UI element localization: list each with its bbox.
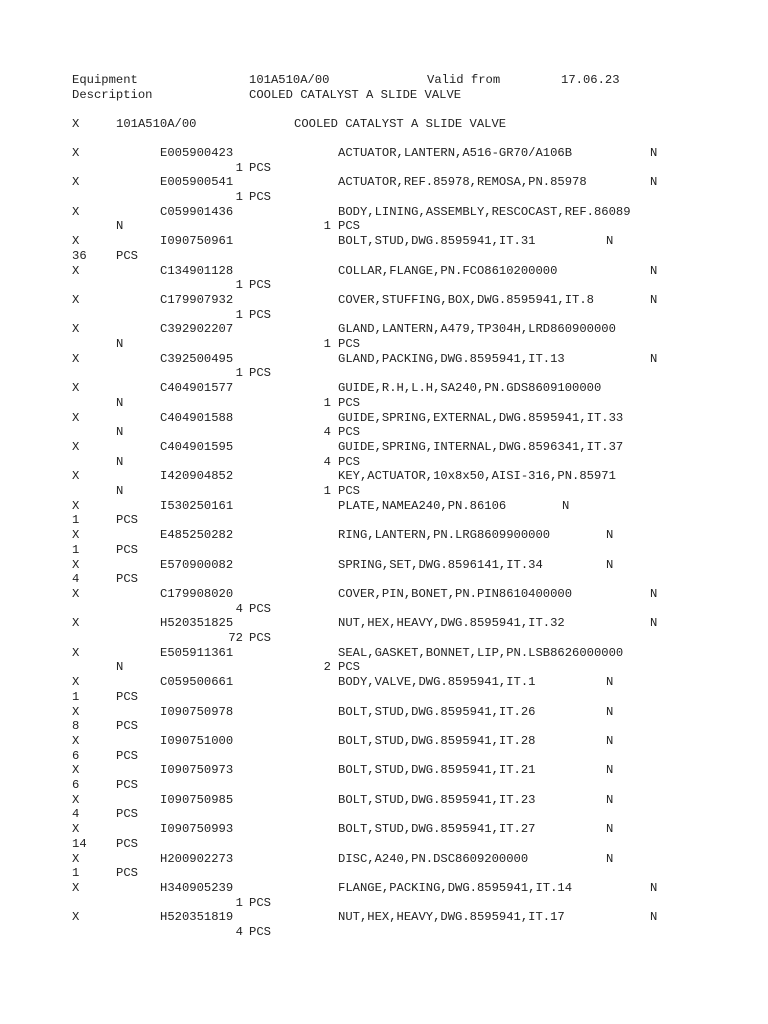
item-description: GLAND,LANTERN,A479,TP304H,LRD860900000 — [338, 322, 616, 336]
item-unit: PCS — [338, 660, 360, 674]
item-code: I090750993 — [160, 822, 234, 836]
item-n-flag: N — [116, 484, 124, 498]
item-n-flag: N — [606, 763, 614, 777]
item-unit: PCS — [249, 161, 271, 175]
item-qty: 14 — [72, 837, 87, 851]
item-unit: PCS — [116, 866, 138, 880]
item-code: E005900541 — [160, 175, 234, 189]
item-description: GLAND,PACKING,DWG.8595941,IT.13 — [338, 352, 565, 366]
item-description: DISC,A240,PN.DSC8609200000 — [338, 852, 529, 866]
item-description: SPRING,SET,DWG.8596141,IT.34 — [338, 558, 543, 572]
item-unit: PCS — [249, 366, 271, 380]
item-description: BOLT,STUD,DWG.8595941,IT.26 — [338, 705, 536, 719]
item-n-flag: N — [650, 293, 658, 307]
item-description: GUIDE,R.H,L.H,SA240,PN.GDS8609100000 — [338, 381, 602, 395]
valid-from-label: Valid from — [427, 73, 501, 87]
description-label: Description — [72, 88, 153, 102]
item-unit: PCS — [338, 484, 360, 498]
item-flag: X — [72, 587, 80, 601]
item-unit: PCS — [249, 896, 271, 910]
item-unit: PCS — [338, 337, 360, 351]
item-unit: PCS — [116, 690, 138, 704]
item-flag: X — [72, 852, 80, 866]
item-code: E005900423 — [160, 146, 234, 160]
item-unit: PCS — [338, 425, 360, 439]
equipment-value: 101A510A/00 — [249, 73, 330, 87]
item-unit: PCS — [249, 602, 271, 616]
item-n-flag: N — [116, 337, 124, 351]
item-code: I530250161 — [160, 499, 234, 513]
item-qty: 4 — [235, 925, 243, 939]
item-n-flag: N — [606, 793, 614, 807]
item-code: C134901128 — [160, 264, 234, 278]
item-description: KEY,ACTUATOR,10x8x50,AISI-316,PN.85971 — [338, 469, 616, 483]
item-unit: PCS — [116, 778, 138, 792]
item-description: BODY,VALVE,DWG.8595941,IT.1 — [338, 675, 536, 689]
item-code: I090750985 — [160, 793, 234, 807]
item-unit: PCS — [116, 719, 138, 733]
item-n-flag: N — [650, 264, 658, 278]
valid-from-value: 17.06.23 — [561, 73, 620, 87]
item-code: C392902207 — [160, 322, 234, 336]
item-description: COLLAR,FLANGE,PN.FCO8610200000 — [338, 264, 558, 278]
item-n-flag: N — [606, 675, 614, 689]
item-description: COVER,PIN,BONET,PN.PIN8610400000 — [338, 587, 573, 601]
item-unit: PCS — [338, 455, 360, 469]
item-flag: X — [72, 234, 80, 248]
item-qty: 8 — [72, 719, 80, 733]
item-description: ACTUATOR,REF.85978,REMOSA,PN.85978 — [338, 175, 587, 189]
item-qty: 1 — [235, 190, 243, 204]
item-n-flag: N — [606, 234, 614, 248]
item-qty: 4 — [72, 572, 80, 586]
item-code: C404901577 — [160, 381, 234, 395]
item-flag: X — [72, 264, 80, 278]
item-code: E485250282 — [160, 528, 234, 542]
item-n-flag: N — [116, 425, 124, 439]
item-code: H520351819 — [160, 910, 234, 924]
item-code: C059500661 — [160, 675, 234, 689]
top-item-flag: X — [72, 117, 80, 131]
item-qty: 72 — [228, 631, 243, 645]
item-n-flag: N — [650, 587, 658, 601]
item-description: BOLT,STUD,DWG.8595941,IT.31 — [338, 234, 536, 248]
item-qty: 1 — [235, 366, 243, 380]
item-code: E570900082 — [160, 558, 234, 572]
item-code: I420904852 — [160, 469, 234, 483]
item-n-flag: N — [606, 528, 614, 542]
item-qty: 6 — [72, 778, 80, 792]
item-description: PLATE,NAMEA240,PN.86106 — [338, 499, 507, 513]
item-qty: 2 — [323, 660, 331, 674]
item-unit: PCS — [116, 837, 138, 851]
item-n-flag: N — [650, 881, 658, 895]
top-item-code: 101A510A/00 — [116, 117, 197, 131]
item-flag: X — [72, 205, 80, 219]
item-qty: 4 — [323, 425, 331, 439]
item-unit: PCS — [249, 278, 271, 292]
item-unit: PCS — [116, 249, 138, 263]
item-flag: X — [72, 793, 80, 807]
item-code: H200902273 — [160, 852, 234, 866]
item-n-flag: N — [606, 734, 614, 748]
item-n-flag: N — [606, 558, 614, 572]
description-value: COOLED CATALYST A SLIDE VALVE — [249, 88, 462, 102]
item-description: FLANGE,PACKING,DWG.8595941,IT.14 — [338, 881, 573, 895]
item-code: C404901588 — [160, 411, 234, 425]
item-qty: 1 — [235, 308, 243, 322]
item-qty: 4 — [72, 807, 80, 821]
item-code: H520351825 — [160, 616, 234, 630]
item-unit: PCS — [249, 308, 271, 322]
item-flag: X — [72, 675, 80, 689]
item-unit: PCS — [116, 807, 138, 821]
item-flag: X — [72, 411, 80, 425]
item-flag: X — [72, 558, 80, 572]
item-qty: 1 — [235, 896, 243, 910]
item-description: NUT,HEX,HEAVY,DWG.8595941,IT.17 — [338, 910, 565, 924]
item-description: COVER,STUFFING,BOX,DWG.8595941,IT.8 — [338, 293, 594, 307]
item-flag: X — [72, 499, 80, 513]
item-code: C179907932 — [160, 293, 234, 307]
item-qty: 1 — [72, 866, 80, 880]
item-flag: X — [72, 175, 80, 189]
item-code: I090750978 — [160, 705, 234, 719]
item-description: BOLT,STUD,DWG.8595941,IT.28 — [338, 734, 536, 748]
item-unit: PCS — [116, 749, 138, 763]
item-qty: 4 — [323, 455, 331, 469]
item-unit: PCS — [116, 513, 138, 527]
item-qty: 1 — [72, 513, 80, 527]
item-description: NUT,HEX,HEAVY,DWG.8595941,IT.32 — [338, 616, 565, 630]
item-flag: X — [72, 146, 80, 160]
item-qty: 4 — [235, 602, 243, 616]
item-n-flag: N — [116, 660, 124, 674]
item-code: C059901436 — [160, 205, 234, 219]
item-flag: X — [72, 734, 80, 748]
item-n-flag: N — [650, 352, 658, 366]
item-n-flag: N — [116, 455, 124, 469]
item-code: I090751000 — [160, 734, 234, 748]
item-description: GUIDE,SPRING,EXTERNAL,DWG.8595941,IT.33 — [338, 411, 624, 425]
item-n-flag: N — [606, 822, 614, 836]
item-flag: X — [72, 910, 80, 924]
item-n-flag: N — [606, 852, 614, 866]
item-description: BOLT,STUD,DWG.8595941,IT.23 — [338, 793, 536, 807]
item-n-flag: N — [650, 175, 658, 189]
item-description: ACTUATOR,LANTERN,A516-GR70/A106B — [338, 146, 573, 160]
item-flag: X — [72, 440, 80, 454]
item-qty: 1 — [235, 161, 243, 175]
item-unit: PCS — [338, 396, 360, 410]
item-qty: 1 — [323, 337, 331, 351]
equipment-label: Equipment — [72, 73, 138, 87]
item-flag: X — [72, 616, 80, 630]
item-unit: PCS — [249, 631, 271, 645]
item-description: BOLT,STUD,DWG.8595941,IT.27 — [338, 822, 536, 836]
item-qty: 1 — [235, 278, 243, 292]
item-description: SEAL,GASKET,BONNET,LIP,PN.LSB8626000000 — [338, 646, 624, 660]
item-n-flag: N — [650, 910, 658, 924]
item-n-flag: N — [650, 616, 658, 630]
item-unit: PCS — [249, 190, 271, 204]
item-qty: 1 — [323, 396, 331, 410]
item-description: BOLT,STUD,DWG.8595941,IT.21 — [338, 763, 536, 777]
item-qty: 1 — [72, 543, 80, 557]
item-flag: X — [72, 322, 80, 336]
item-code: C179908020 — [160, 587, 234, 601]
item-code: H340905239 — [160, 881, 234, 895]
item-description: BODY,LINING,ASSEMBLY,RESCOCAST,REF.86089 — [338, 205, 631, 219]
item-code: I090750961 — [160, 234, 234, 248]
item-n-flag: N — [562, 499, 570, 513]
item-flag: X — [72, 352, 80, 366]
item-flag: X — [72, 763, 80, 777]
item-qty: 1 — [323, 484, 331, 498]
item-flag: X — [72, 822, 80, 836]
item-code: I090750973 — [160, 763, 234, 777]
item-code: C392500495 — [160, 352, 234, 366]
item-code: E505911361 — [160, 646, 234, 660]
item-n-flag: N — [116, 396, 124, 410]
item-qty: 1 — [323, 219, 331, 233]
item-n-flag: N — [650, 146, 658, 160]
item-unit: PCS — [249, 925, 271, 939]
item-flag: X — [72, 469, 80, 483]
item-unit: PCS — [116, 572, 138, 586]
item-code: C404901595 — [160, 440, 234, 454]
item-description: GUIDE,SPRING,INTERNAL,DWG.8596341,IT.37 — [338, 440, 624, 454]
item-unit: PCS — [116, 543, 138, 557]
item-unit: PCS — [338, 219, 360, 233]
item-qty: 6 — [72, 749, 80, 763]
item-flag: X — [72, 705, 80, 719]
item-flag: X — [72, 293, 80, 307]
item-qty: 1 — [72, 690, 80, 704]
item-flag: X — [72, 528, 80, 542]
item-description: RING,LANTERN,PN.LRG8609900000 — [338, 528, 551, 542]
item-flag: X — [72, 381, 80, 395]
top-item-description: COOLED CATALYST A SLIDE VALVE — [294, 117, 507, 131]
item-n-flag: N — [606, 705, 614, 719]
item-qty: 36 — [72, 249, 87, 263]
item-n-flag: N — [116, 219, 124, 233]
item-flag: X — [72, 646, 80, 660]
item-flag: X — [72, 881, 80, 895]
